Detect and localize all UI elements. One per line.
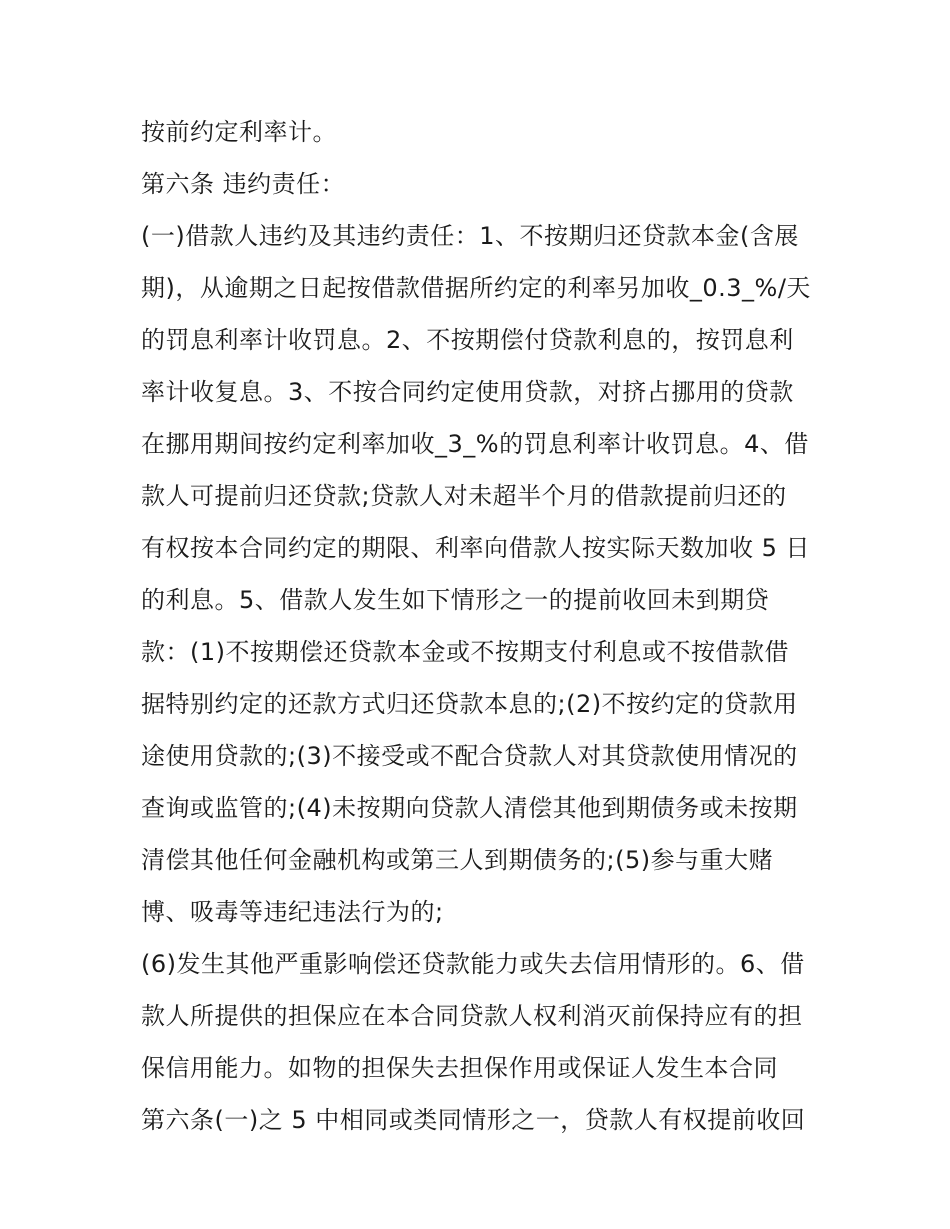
text-line-15: 清偿其他任何金融机构或第三人到期债务的;(5)参与重大赌 [141,846,774,874]
text-line-18: 款人所提供的担保应在本合同贷款人权利消灭前保持应有的担 [141,1002,803,1030]
text-line-12: 据特别约定的还款方式归还贷款本息的;(2)不按约定的贷款用 [141,690,798,718]
text-line-4: 期)，从逾期之日起按借款借据所约定的利率另加收_0.3_%/天 [141,274,811,302]
text-line-7: 在挪用期间按约定利率加收_3_%的罚息利率计收罚息。4、借 [141,430,809,458]
text-line-8: 款人可提前归还贷款;贷款人对未超半个月的借款提前归还的 [141,482,787,510]
text-line-13: 途使用贷款的;(3)不接受或不配合贷款人对其贷款使用情况的 [141,742,798,770]
text-line-5: 的罚息利率计收罚息。2、不按期偿付贷款利息的，按罚息利 [141,326,794,354]
document-body [141,106,821,1146]
text-line-17: (6)发生其他严重影响偿还贷款能力或失去信用情形的。6、借 [141,950,805,978]
text-line-3: (一)借款人违约及其违约责任：1、不按期归还贷款本金(含展 [141,222,799,250]
text-line-9: 有权按本合同约定的期限、利率向借款人按实际天数加收 5 日 [141,534,811,562]
text-line-16: 博、吸毒等违纪违法行为的; [141,898,444,926]
text-line-11: 款：(1)不按期偿还贷款本金或不按期支付利息或不按借款借 [141,638,789,666]
text-line-19: 保信用能力。如物的担保失去担保作用或保证人发生本合同 [141,1054,778,1082]
text-line-6: 率计收复息。3、不按合同约定使用贷款，对挤占挪用的贷款 [141,378,794,406]
text-line-20: 第六条(一)之 5 中相同或类同情形之一，贷款人有权提前收回 [141,1106,806,1134]
section-heading: 第六条 违约责任： [141,170,346,198]
text-line-10: 的利息。5、借款人发生如下情形之一的提前收回未到期贷 [141,586,770,614]
text-line-1: 按前约定利率计。 [141,118,337,146]
text-line-14: 查询或监管的;(4)未按期向贷款人清偿其他到期债务或未按期 [141,794,798,822]
